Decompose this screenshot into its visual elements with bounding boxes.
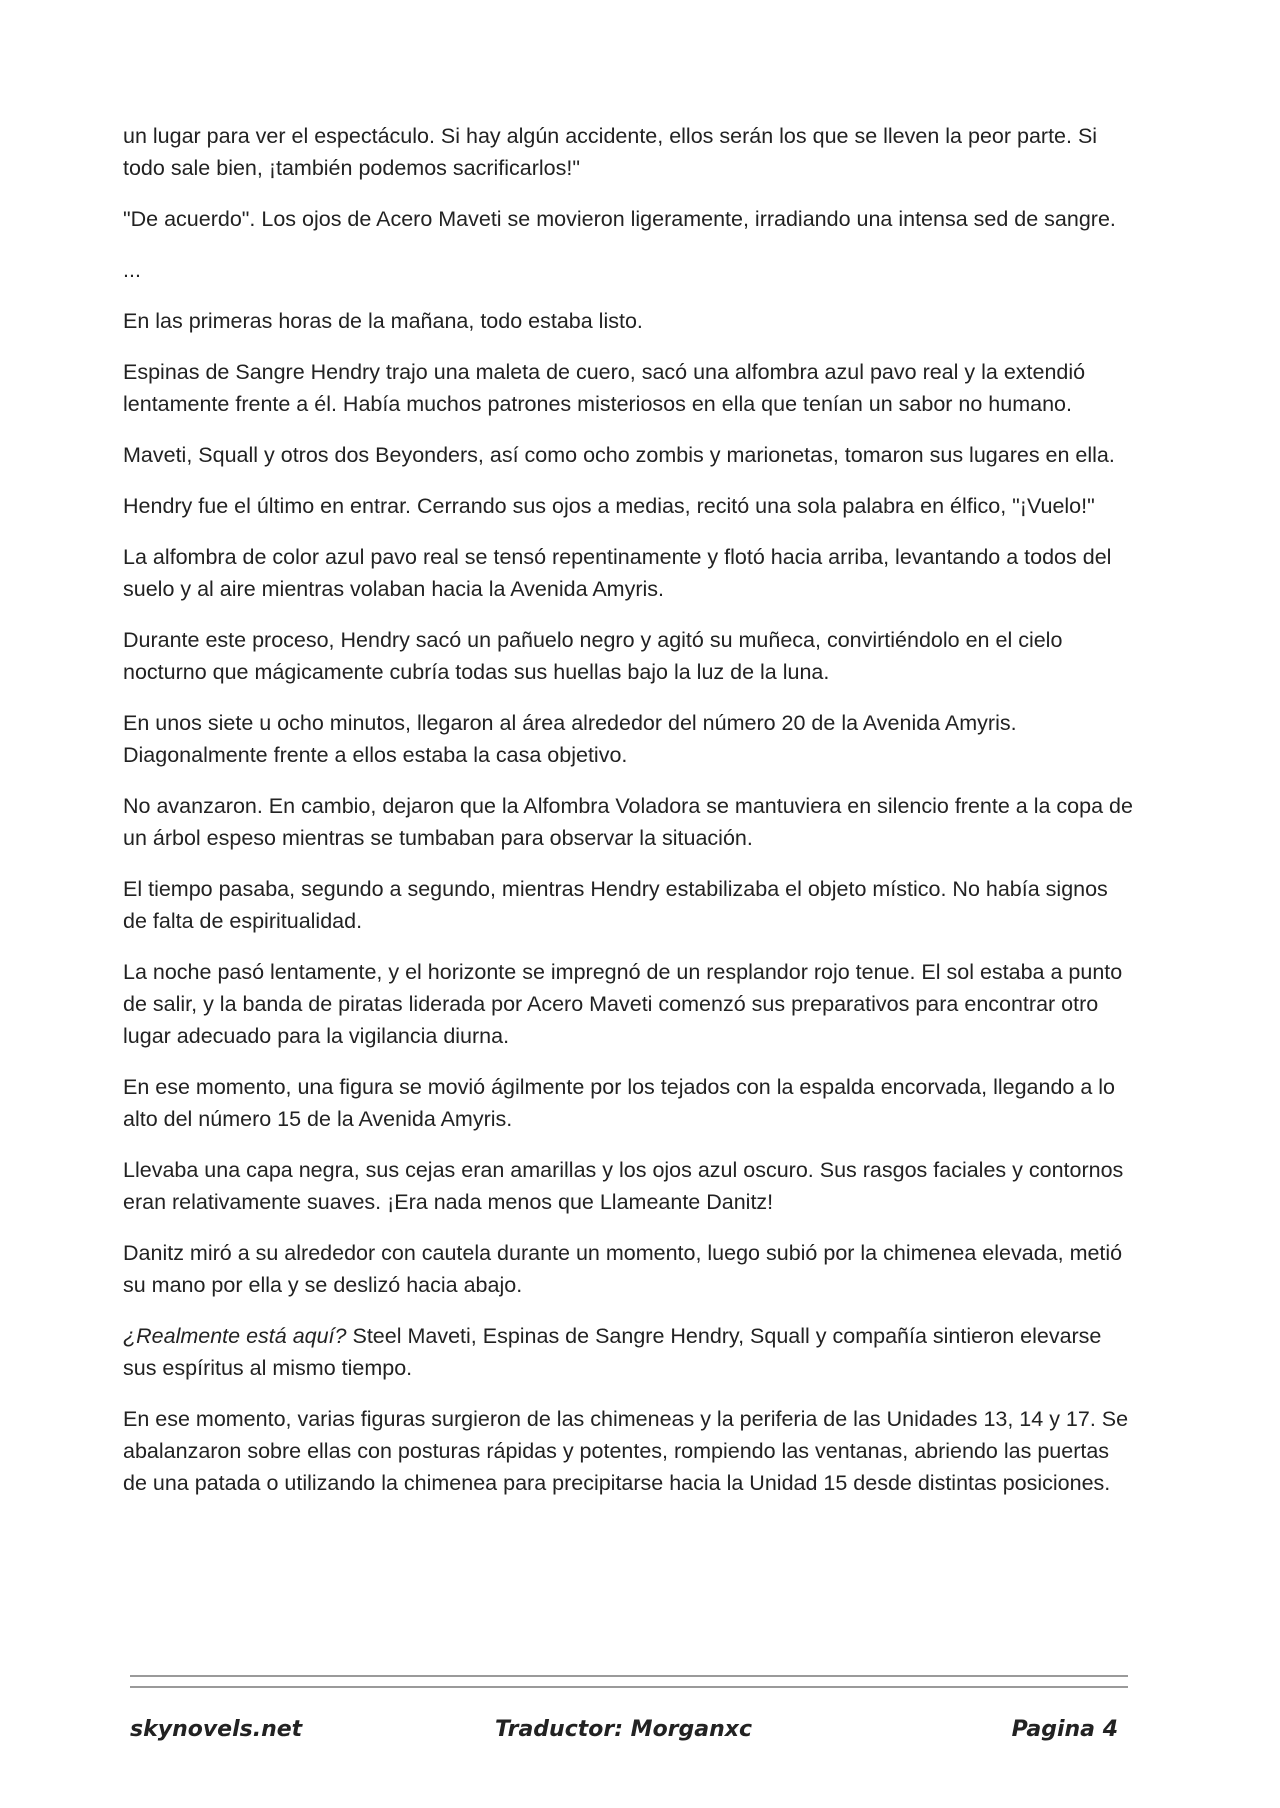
footer-site: skynovels.net: [130, 1717, 303, 1742]
paragraph-13: La noche pasó lentamente, y el horizonte se impregnó de un resplandor rojo tenue. El sol estaba a punto de salir, y la banda de piratas liderada por Acero Maveti comenzó sus preparativos para encontrar otro lugar adecuado para la vigilancia diurna.: [123, 960, 1123, 1048]
paragraph-2: "De acuerdo". Los ojos de Acero Maveti se movieron ligeramente, irradiando una intensa sed de sangre.: [123, 207, 1116, 231]
paragraph-1: un lugar para ver el espectáculo. Si hay algún accidente, ellos serán los que se lleven la peor parte. Si todo sale bien, ¡también podemos sacrificarlos!": [123, 124, 1098, 180]
paragraph-7: Hendry fue el último en entrar. Cerrando sus ojos a medias, recitó una sola palabra en élfico, "¡Vuelo!": [123, 494, 1095, 518]
footer-page-number: Pagina 4: [1011, 1717, 1118, 1742]
paragraph-17: [123, 1320, 1135, 1384]
paragraph-ellipsis: ...: [123, 258, 141, 282]
footer-translator: Traductor: Morganxc: [495, 1717, 753, 1742]
footer-divider-bottom: [130, 1686, 1128, 1688]
paragraph-17-text: Steel Maveti, Espinas de Sangre Hendry, Squall y compañía sintieron elevarse sus espíritus al mismo tiempo.: [123, 1324, 1102, 1380]
paragraph-12: El tiempo pasaba, segundo a segundo, mientras Hendry estabilizaba el objeto místico. No había signos de falta de espiritualidad.: [123, 877, 1108, 933]
paragraph-4: En las primeras horas de la mañana, todo estaba listo.: [123, 309, 643, 333]
paragraph-18: En ese momento, varias figuras surgieron de las chimeneas y la periferia de las Unidades 13, 14 y 17. Se abalanzaron sobre ellas con posturas rápidas y potentes, rompiendo las ventanas, abriendo las puertas de una patada o utilizando la chimenea para precipitarse hacia la Unidad 15 desde distintas posiciones.: [123, 1407, 1129, 1495]
paragraph-6: Maveti, Squall y otros dos Beyonders, así como ocho zombis y marionetas, tomaron sus lugares en ella.: [123, 443, 1115, 467]
paragraph-11: No avanzaron. En cambio, dejaron que la Alfombra Voladora se mantuviera en silencio frente a la copa de un árbol espeso mientras se tumbaban para observar la situación.: [123, 794, 1133, 850]
footer-divider-top: [130, 1675, 1128, 1677]
paragraph-16: Danitz miró a su alrededor con cautela durante un momento, luego subió por la chimenea elevada, metió su mano por ella y se deslizó hacia abajo.: [123, 1241, 1123, 1297]
document-body: [123, 120, 1135, 1518]
paragraph-14: En ese momento, una figura se movió ágilmente por los tejados con la espalda encorvada, llegando a lo alto del número 15 de la Avenida Amyris.: [123, 1075, 1116, 1131]
paragraph-10: En unos siete u ocho minutos, llegaron al área alrededor del número 20 de la Avenida Amyris. Diagonalmente frente a ellos estaba la casa objetivo.: [123, 711, 1017, 767]
italic-thought: ¿Realmente está aquí?: [123, 1324, 347, 1348]
paragraph-9: Durante este proceso, Hendry sacó un pañuelo negro y agitó su muñeca, convirtiéndolo en el cielo nocturno que mágicamente cubría todas sus huellas bajo la luz de la luna.: [123, 628, 1063, 684]
paragraph-5: Espinas de Sangre Hendry trajo una maleta de cuero, sacó una alfombra azul pavo real y la extendió lentamente frente a él. Había muchos patrones misteriosos en ella que tenían un sabor no humano.: [123, 360, 1086, 416]
paragraph-15: Llevaba una capa negra, sus cejas eran amarillas y los ojos azul oscuro. Sus rasgos faciales y contornos eran relativamente suaves. ¡Era nada menos que Llameante Danitz!: [123, 1158, 1124, 1214]
paragraph-8: La alfombra de color azul pavo real se tensó repentinamente y flotó hacia arriba, levantando a todos del suelo y al aire mientras volaban hacia la Avenida Amyris.: [123, 545, 1112, 601]
page-footer: [130, 1717, 1128, 1747]
